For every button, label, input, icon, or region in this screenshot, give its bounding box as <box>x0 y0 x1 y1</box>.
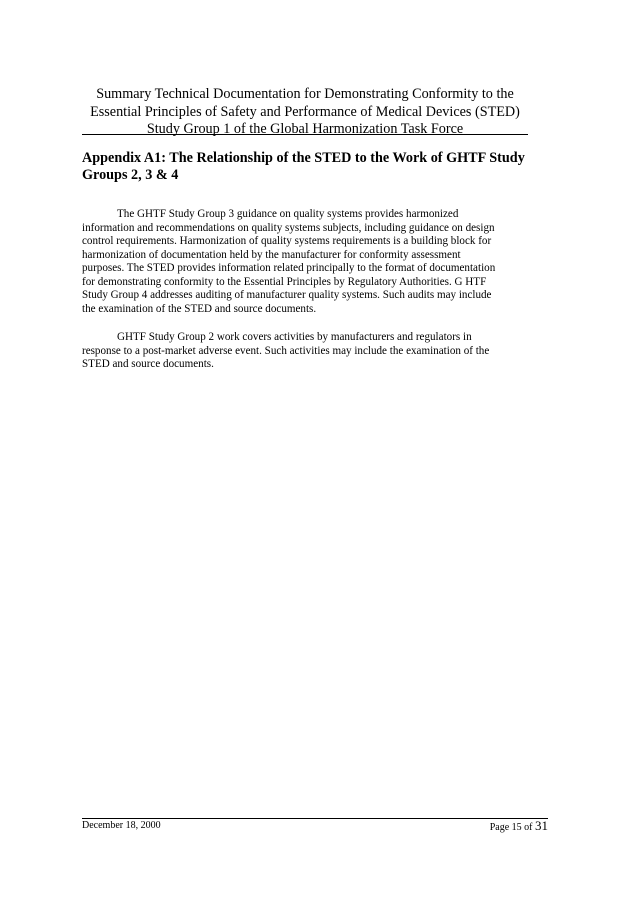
appendix-title-line-2: Groups 2, 3 & 4 <box>82 166 179 183</box>
paragraph-line: control requirements. Harmonization of quality systems requirements is a building block for <box>82 235 492 247</box>
paragraph-quality-systems <box>82 208 532 316</box>
footer-divider <box>82 818 548 819</box>
document-header <box>82 86 528 139</box>
header-divider <box>82 134 528 135</box>
paragraph-line: The GHTF Study Group 3 guidance on quality systems provides harmonized <box>117 208 459 220</box>
appendix-title <box>82 150 532 183</box>
page-total: 31 <box>535 818 548 833</box>
paragraph-line: response to a post-market adverse event. Such activities may include the examination of the <box>82 344 490 357</box>
paragraph-line: GHTF Study Group 2 work covers activities by manufacturers and regulators in <box>117 331 472 343</box>
header-line-1: Summary Technical Documentation for Demonstrating Conformity to the <box>96 86 514 102</box>
paragraph-line: information and recommendations on quality systems subjects, including guidance on design <box>82 221 495 234</box>
paragraph-line: STED and source documents. <box>82 358 214 370</box>
paragraph-line: the examination of the STED and source documents. <box>82 302 317 315</box>
header-line-2: Essential Principles of Safety and Performance of Medical Devices (STED) <box>90 103 520 120</box>
footer-date: December 18, 2000 <box>82 820 161 831</box>
paragraph-line: harmonization of documentation held by the manufacturer for conformity assessment <box>82 248 461 261</box>
page-number-prefix: Page 15 of <box>489 822 535 833</box>
paragraph-line: purposes. The STED provides information related principally to the format of documentation <box>82 262 496 274</box>
page-number <box>490 819 548 835</box>
paragraph-line: for demonstrating conformity to the Essential Principles by Regulatory Authorities. G HTF <box>82 275 487 288</box>
paragraph-line: Study Group 4 addresses auditing of manufacturer quality systems. Such audits may include <box>82 289 492 301</box>
header-line-3: Study Group 1 of the Global Harmonization Task Force <box>146 121 464 137</box>
paragraph-post-market <box>82 331 532 372</box>
appendix-title-line-1: Appendix A1: The Relationship of the STED to the Work of GHTF Study <box>82 150 525 166</box>
